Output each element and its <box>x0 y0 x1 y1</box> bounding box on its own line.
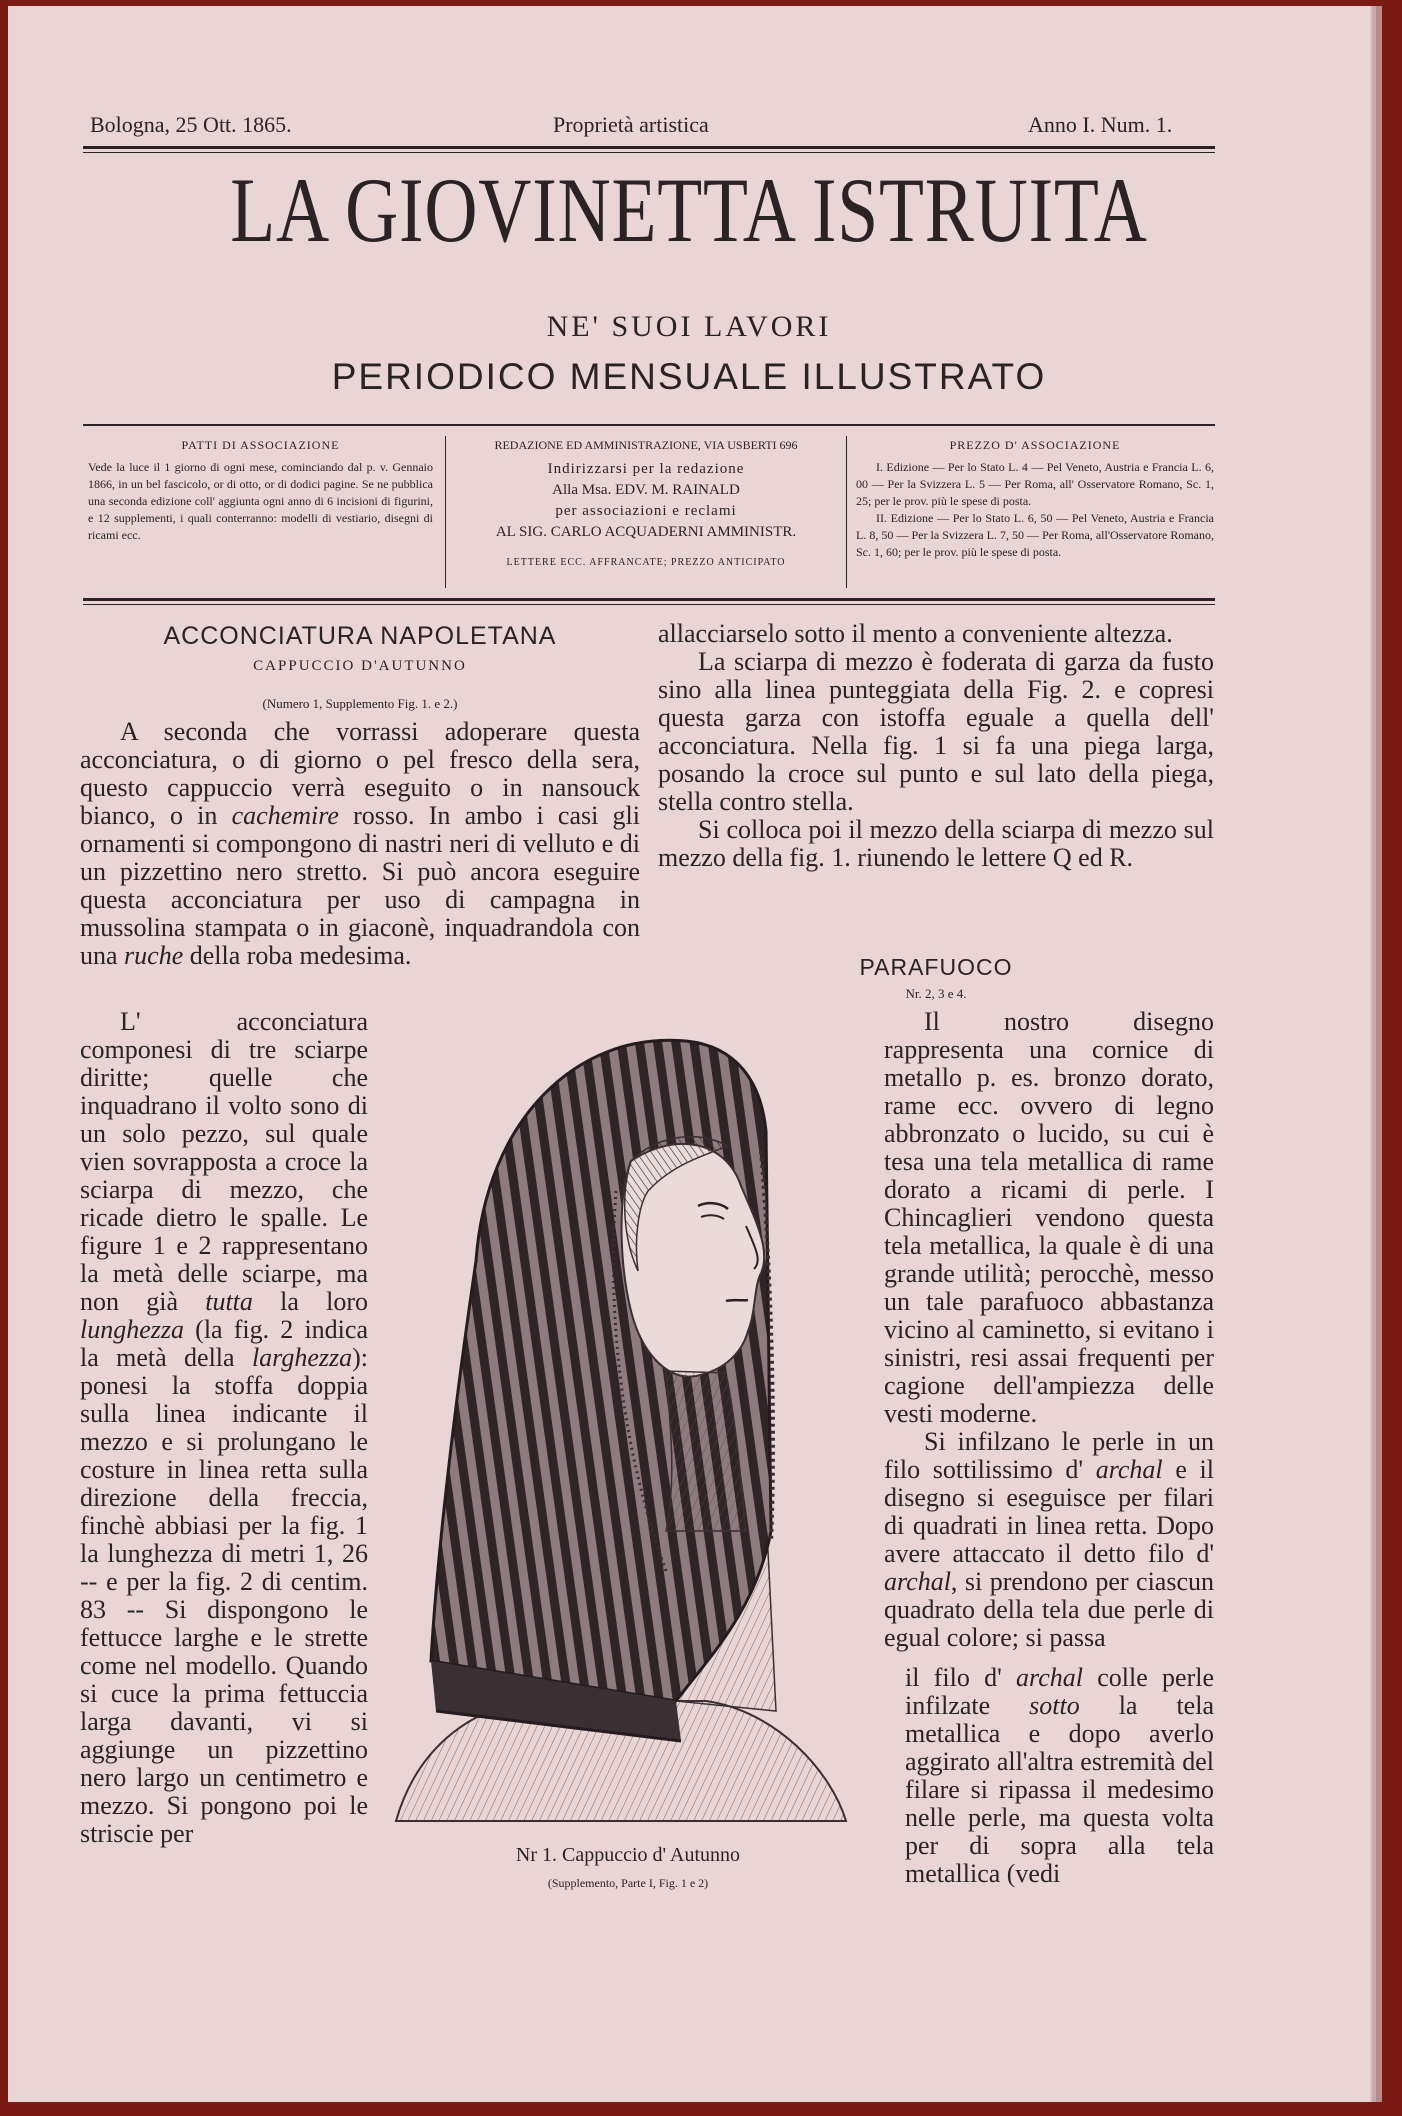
header-rights: Proprietà artistica <box>553 112 709 137</box>
header-date: Bologna, 25 Ott. 1865. <box>90 112 292 137</box>
header-issue: Anno I. Num. 1. <box>1028 112 1173 137</box>
info-mid-line-3: per associazioni e reclami <box>555 503 737 519</box>
header-rule-top-thin <box>83 152 1215 153</box>
header-rule-top <box>83 146 1215 149</box>
info-right-text-2: II. Edizione — Per lo Stato L. 6, 50 — Pel Veneto, Austria e Francia L. 8, 50 — Per la Svizzera L. 7, 50 — Per Roma, all'Osservatore Romano, Sc. 1, 60; per le prov. più le spese di posta. <box>856 511 1214 559</box>
masthead-subtitle: NE' SUOI LAVORI <box>546 310 832 343</box>
info-right-text-1: I. Edizione — Per lo Stato L. 4 — Pel Veneto, Austria e Francia L. 6, 00 — Per la Svizzera L. 5 — Per Roma, all' Osservatore Romano, Sc. 1, 25; per le prov. più le spese di posta. <box>856 460 1214 508</box>
info-divider-1 <box>445 436 446 588</box>
info-left <box>88 438 433 544</box>
info-right-title: PREZZO D' ASSOCIAZIONE <box>949 438 1121 452</box>
figure-subcaption: (Supplemento, Parte I, Fig. 1 e 2) <box>547 1876 709 1890</box>
article1-continued: allacciarselo sotto il mento a conveniente altezza. La sciarpa di mezzo è foderata di garza da fusto sino alla linea punteggiata della Fig. 2. e copresi questa garza con istoffa eguale a quella dell' acconciatura. Nella fig. 1 si fa una piega larga, posando la croce sul punto e sul lato della piega, stella contro stella. Si colloca poi il mezzo della sciarpa di mezzo sul mezzo della fig. 1. riunendo le lettere Q ed R. <box>658 619 1214 872</box>
article2-ref: Nr. 2, 3 e 4. <box>905 986 967 1001</box>
info-left-text: Vede la luce il 1 giorno di ogni mese, cominciando dal p. v. Gennaio 1866, in un bel fascicolo, or di otto, or di dodici pagine. Se ne pubblica una seconda edizione coll' aggiunta ogni anno di 6 incisioni di figurini, e 12 supplementi, i quali conterranno: modelli di vestiario, disegni di ricami ecc. <box>88 460 433 542</box>
article2-heading: PARAFUOCO <box>859 954 1013 980</box>
article1-heading: ACCONCIATURA NAPOLETANA <box>163 622 557 650</box>
info-left-title: PATTI DI ASSOCIAZIONE <box>181 438 340 452</box>
info-right <box>856 438 1214 561</box>
info-mid-footer: LETTERE ECC. AFFRANCATE; PREZZO ANTICIPATO <box>506 557 786 568</box>
hooded-woman-illustration <box>376 1011 876 1831</box>
article1-subheading: CAPPUCCIO D'AUTUNNO <box>253 658 467 674</box>
info-divider-2 <box>846 436 847 588</box>
article1-ref: (Numero 1, Supplemento Fig. 1. e 2.) <box>262 696 458 711</box>
info-middle <box>455 438 837 568</box>
info-rule-top <box>83 424 1215 426</box>
info-rule-bottom <box>83 598 1215 601</box>
masthead-tagline: PERIODICO MENSUALE ILLUSTRATO <box>331 356 1047 397</box>
info-mid-line-1: Indirizzarsi per la redazione <box>547 461 745 477</box>
info-mid-title: REDAZIONE ED AMMINISTRAZIONE, VIA USBERTI 696 <box>494 438 798 452</box>
info-mid-line-2: Alla Msa. EDV. M. RAINALD <box>552 482 740 498</box>
article2-paragraph-1: Il nostro disegno rappresenta una cornice di metallo p. es. bronzo dorato, rame ecc. ovvero di legno abbronzato o lucido, su cui è tesa una tela metallica di rame dorato a ricami di perle. I Chincaglieri vendono questa tela metallica, la quale è di una grande utilità; perocchè, messo un tale parafuoco abbastanza vicino al caminetto, si evitano i sinistri, resi assai frequenti per cagione dell'ampiezza delle vesti moderne. Si infilzano le perle in un filo sottilissimo d' archal e il disegno si eseguisce per filari di quadrati in linea retta. Dopo avere attaccato il detto filo d' archal, si prendono per ciascun quadrato della tela due perle di egual colore; si passa <box>884 1007 1214 1652</box>
masthead-title: LA GIOVINETTA ISTRUITA <box>230 159 1148 261</box>
newspaper-page <box>8 6 1370 2102</box>
article1-paragraph-2: L' acconciatura componesi di tre sciarpe diritte; quelle che inquadrano il volto sono di un solo pezzo, sul quale vien sovrapposta a croce la sciarpa di mezzo, che ricade dietro le spalle. Le figure 1 e 2 rappresentano la metà delle sciarpe, ma non già tutta la loro lunghezza (la fig. 2 indica la metà della larghezza): ponesi la stoffa doppia sulla linea indicante il mezzo e si prolungano le costure in linea retta sulla direzione della freccia, finchè abbiasi per la fig. 1 la lunghezza di metri 1, 26 -- e per la fig. 2 di centim. 83 -- Si dispongono le fettucce larghe e le strette come nel modello. Quando si cuce la prima fettuccia larga davanti, vi si aggiunge un pizzettino nero largo un centimetro e mezzo. Si pongono poi le striscie per <box>80 1007 368 1848</box>
article2-paragraph-2: il filo d' archal colle perle infilzate sotto la tela metallica e dopo averlo aggirato all'altra estremità del filare si ripassa il medesimo nelle perle, ma questa volta per di sopra alla tela metallica (vedi <box>905 1663 1214 1888</box>
info-mid-line-4: AL SIG. CARLO ACQUADERNI AMMINISTR. <box>495 524 797 540</box>
article1-paragraph-1: A seconda che vorrassi adoperare questa acconciatura, o di giorno o pel fresco della sera, questo cappuccio verrà eseguito o in nansouck bianco, o in cachemire rosso. In ambo i casi gli ornamenti si compongono di nastri neri di velluto e di un pizzettino nero stretto. Si può ancora eseguire questa acconciatura per uso di campagna in mussolina stampata o in giaconè, inquadrandola con una ruche della roba medesima. <box>80 717 640 970</box>
info-rule-bottom-thin <box>83 604 1215 605</box>
figure-caption: Nr 1. Cappuccio d' Autunno <box>515 1844 741 1866</box>
